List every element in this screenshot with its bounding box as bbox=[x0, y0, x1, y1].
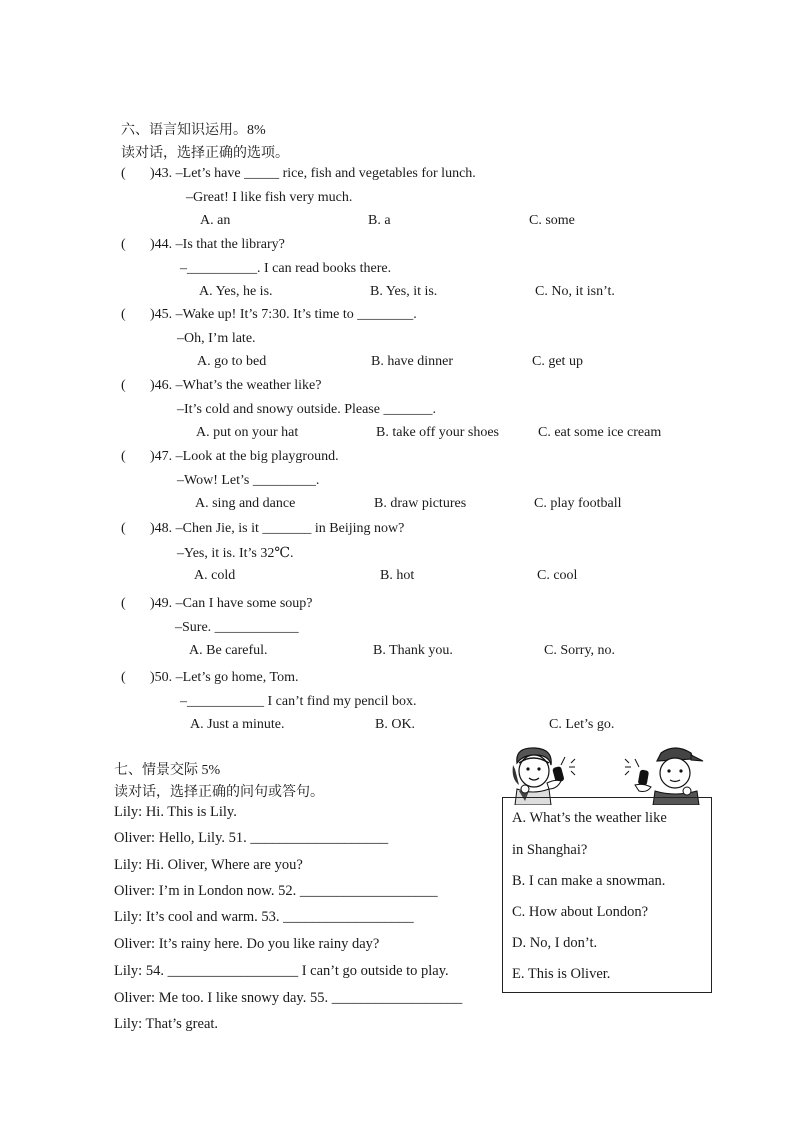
dialogue-line: Oliver: Hello, Lily. 51. ___________________ bbox=[114, 830, 389, 846]
option-c: C. How about London? bbox=[512, 904, 649, 920]
choice-c: C. No, it isn’t. bbox=[535, 284, 615, 299]
question-response: –Oh, I’m late. bbox=[177, 331, 256, 346]
option-b: B. I can make a snowman. bbox=[512, 873, 666, 889]
choice-c: C. some bbox=[529, 213, 575, 228]
choice-b: B. Yes, it is. bbox=[370, 284, 438, 299]
choice-a: A. an bbox=[200, 213, 231, 228]
question-prompt: )46. –What’s the weather like? bbox=[150, 378, 322, 393]
choice-c: C. Sorry, no. bbox=[544, 643, 616, 658]
dialogue-line: Oliver: I’m in London now. 52. ___________________ bbox=[114, 883, 438, 899]
answer-bracket: ( bbox=[121, 596, 126, 611]
question-response: –It’s cold and snowy outside. Please _______. bbox=[177, 402, 436, 417]
choice-b: B. take off your shoes bbox=[376, 425, 499, 440]
section-7-title: 七、情景交际 5% bbox=[114, 763, 221, 778]
choice-a: A. Be careful. bbox=[189, 643, 268, 658]
choice-b: B. draw pictures bbox=[374, 496, 467, 511]
answer-bracket: ( bbox=[121, 307, 126, 322]
choice-b: B. hot bbox=[380, 568, 415, 583]
option-d: D. No, I don’t. bbox=[512, 935, 598, 951]
answer-bracket: ( bbox=[121, 521, 126, 536]
answer-bracket: ( bbox=[121, 166, 126, 181]
phone-icon bbox=[635, 759, 651, 792]
choice-c: C. eat some ice cream bbox=[538, 425, 662, 440]
dialogue-line: Lily: Hi. This is Lily. bbox=[114, 804, 237, 820]
question-response: –Yes, it is. It’s 32℃. bbox=[177, 546, 294, 561]
choice-c: C. Let’s go. bbox=[549, 717, 615, 732]
answer-bracket: ( bbox=[121, 378, 126, 393]
choice-a: A. put on your hat bbox=[196, 425, 299, 440]
answer-bracket: ( bbox=[121, 237, 126, 252]
dialogue-line: Oliver: It’s rainy here. Do you like rainy day? bbox=[114, 936, 380, 952]
choice-c: C. get up bbox=[532, 354, 583, 369]
question-response: –Wow! Let’s _________. bbox=[177, 473, 320, 488]
choice-a: A. sing and dance bbox=[195, 496, 296, 511]
choice-b: B. Thank you. bbox=[373, 643, 453, 658]
kids-on-phone-illustration bbox=[505, 745, 705, 805]
question-prompt: )48. –Chen Jie, is it _______ in Beijing now? bbox=[150, 521, 405, 536]
question-prompt: )49. –Can I have some soup? bbox=[150, 596, 313, 611]
option-a: A. What’s the weather like bbox=[512, 810, 667, 826]
choice-b: B. a bbox=[368, 213, 391, 228]
question-prompt: )43. –Let’s have _____ rice, fish and vegetables for lunch. bbox=[150, 166, 476, 181]
answer-bracket: ( bbox=[121, 449, 126, 464]
choice-a: A. Yes, he is. bbox=[199, 284, 273, 299]
section-7-instruction: 读对话，选择正确的问句或答句。 bbox=[114, 785, 324, 800]
choice-b: B. have dinner bbox=[371, 354, 454, 369]
dialogue-line: Lily: Hi. Oliver, Where are you? bbox=[114, 857, 303, 873]
section-6-title: 六、语言知识运用。8% bbox=[121, 123, 266, 138]
choice-c: C. play football bbox=[534, 496, 622, 511]
question-response: –___________ I can’t find my pencil box. bbox=[180, 694, 417, 709]
choice-a: A. go to bed bbox=[197, 354, 267, 369]
question-prompt: )50. –Let’s go home, Tom. bbox=[150, 670, 299, 685]
dialogue-line: Lily: It’s cool and warm. 53. __________________ bbox=[114, 909, 414, 925]
dialogue-line: Lily: That’s great. bbox=[114, 1016, 219, 1032]
option-a-cont: in Shanghai? bbox=[512, 842, 588, 858]
section-6-instruction: 读对话，选择正确的选项。 bbox=[121, 146, 289, 161]
question-prompt: )44. –Is that the library? bbox=[150, 237, 285, 252]
question-prompt: )45. –Wake up! It’s 7:30. It’s time to ________. bbox=[150, 307, 417, 322]
dialogue-line: Oliver: Me too. I like snowy day. 55. __________________ bbox=[114, 990, 463, 1006]
dialogue-line: Lily: 54. __________________ I can’t go outside to play. bbox=[114, 963, 449, 979]
choice-b: B. OK. bbox=[375, 717, 416, 732]
answer-options-box bbox=[502, 797, 712, 993]
question-response: –Sure. ____________ bbox=[175, 620, 299, 635]
choice-a: A. Just a minute. bbox=[190, 717, 285, 732]
choice-a: A. cold bbox=[194, 568, 236, 583]
option-e: E. This is Oliver. bbox=[512, 966, 611, 982]
choice-c: C. cool bbox=[537, 568, 578, 583]
question-response: –__________. I can read books there. bbox=[180, 261, 392, 276]
question-prompt: )47. –Look at the big playground. bbox=[150, 449, 339, 464]
answer-bracket: ( bbox=[121, 670, 126, 685]
question-response: –Great! I like fish very much. bbox=[186, 190, 353, 205]
